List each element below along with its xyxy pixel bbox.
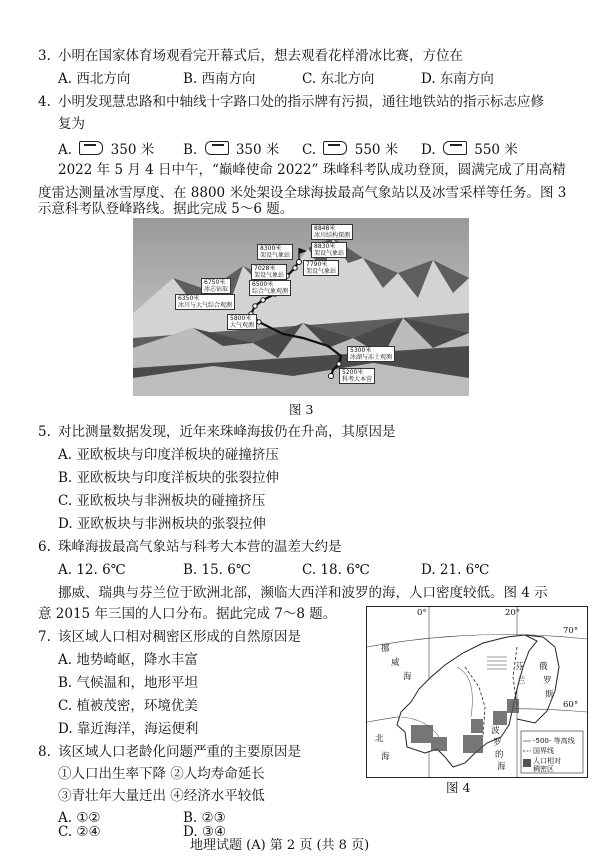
figure4-nordic-population-map: [366, 606, 588, 778]
figure3-caption: 图 3: [289, 402, 314, 417]
q7-option-b: B. 气候温和，地形平坦: [58, 675, 199, 691]
q7-number: 7.: [38, 629, 51, 645]
map-illustration: [367, 607, 587, 777]
q8-option-a: A. ①②: [58, 810, 101, 826]
country-char-3: 俄: [539, 662, 548, 672]
q8-option-b: B. ②③: [183, 810, 226, 826]
q4-option-c: [302, 141, 398, 158]
page-footer: 地理试题 (A) 第 2 页 (共 8 页): [190, 838, 370, 853]
q6-option-a: A. 12. 6℃: [58, 562, 126, 578]
label-7790: 7790米 架设气象站: [303, 260, 339, 276]
q5-number: 5.: [38, 424, 51, 440]
pointing-hand-right-icon: [323, 141, 347, 155]
label-5300: 5300米 冰湖与冻土观测: [347, 346, 395, 362]
q6-option-d: D. 21. 6℃: [421, 562, 490, 578]
sea-char-7: 罗: [493, 738, 502, 748]
pointing-hand-left-icon: [205, 141, 229, 155]
q8-number: 8.: [38, 744, 51, 760]
q6-number: 6.: [38, 539, 51, 555]
q4-option-b: [183, 141, 279, 158]
q3-number: 3.: [38, 48, 51, 64]
q3-option-c: C. 东北方向: [302, 71, 375, 87]
country-char-2: 兰: [517, 676, 526, 686]
q4-option-b-letter: B.: [183, 142, 198, 158]
passage1-line1: 2022 年 5 月 4 日中午，“巅峰使命 2022” 珠峰科考队成功登顶，圆满完成了用高精: [58, 162, 566, 178]
q4-option-a-distance: 350 米: [110, 142, 155, 158]
q8-option-c: C. ②④: [58, 824, 101, 840]
lat-60-label: 60°: [563, 700, 579, 710]
q5-option-a: A. 亚欧板块与印度洋板块的碰撞挤压: [58, 447, 279, 463]
label-8848: 8848米 冰川结构探测: [311, 224, 353, 240]
q5-stem: 对比测量数据发现，近年来珠峰海拔仍在升高，其原因是: [58, 424, 396, 440]
q5-option-c: C. 亚欧板块与非洲板块的碰撞挤压: [58, 493, 266, 509]
sea-char-4: 北: [375, 734, 384, 744]
q6-option-c: C. 18. 6℃: [302, 562, 370, 578]
sea-char-3: 海: [403, 672, 412, 682]
q4-option-d-letter: D.: [421, 142, 436, 158]
sea-char-2: 威: [391, 658, 400, 668]
label-5800: 5800米 大气观测: [227, 314, 257, 330]
label-5200: 5200米 科考大本营: [339, 368, 375, 384]
lat-70-label: 70°: [563, 626, 579, 636]
label-6350: 6350米 冰川与大气综合观测: [175, 294, 235, 310]
label-7028: 7028米 架设气象站: [251, 264, 287, 280]
sea-char-1: 挪: [381, 644, 390, 654]
country-char-4: 罗: [543, 676, 552, 686]
legend-dense: 人口相对: [533, 757, 561, 765]
q7-option-c: C. 植被茂密，环境优美: [58, 698, 198, 714]
legend-contour: -500- 等高线: [533, 737, 575, 745]
legend-dense-2: 稠密区: [533, 765, 554, 773]
q7-option-d: D. 靠近海洋，海运便利: [58, 721, 199, 737]
q4-option-b-distance: 350 米: [235, 142, 280, 158]
label-8300: 8300米 架设气象站: [257, 244, 293, 260]
q4-stem-line1: 小明发现慧忠路和中轴线十字路口处的指示牌有污损，通往地铁站的指示标志应修: [58, 94, 544, 110]
q4-option-c-distance: 550 米: [354, 142, 399, 158]
figure4-caption: 图 4: [446, 780, 471, 795]
lon-20-label: 20°: [505, 608, 521, 618]
passage1-line3: 示意科考队登峰路线。据此完成 5～6 题。: [38, 201, 294, 217]
q8-statements-1: ①人口出生率下降 ②人均寿命延长: [58, 766, 265, 782]
q4-option-d: [421, 141, 518, 158]
legend-border: 国界线: [533, 747, 554, 755]
country-char-5: 斯: [545, 690, 554, 700]
q4-option-a-letter: A.: [58, 142, 73, 158]
q4-option-c-letter: C.: [302, 142, 317, 158]
sea-char-9: 海: [497, 762, 506, 772]
q6-option-b: B. 15. 6℃: [183, 562, 251, 578]
q8-stem: 该区域人口老龄化问题严重的主要原因是: [58, 744, 301, 760]
q4-option-a: [58, 141, 154, 158]
figure3-mountain-route: [133, 218, 469, 396]
q8-option-d: D. ③④: [183, 824, 227, 840]
pointing-hand-left-icon: [443, 141, 467, 155]
passage2-line1: 挪威、瑞典与芬兰位于欧洲北部，濒临大西洋和波罗的海，人口密度较低。图 4 示: [58, 585, 548, 601]
sea-char-5: 海: [381, 752, 390, 762]
passage2-line2: 意 2015 年三国的人口分布。据此完成 7～8 题。: [38, 606, 337, 622]
q7-stem: 该区域人口相对稠密区形成的自然原因是: [58, 629, 301, 645]
q5-option-b: B. 亚欧板块与印度洋板块的张裂拉伸: [58, 470, 280, 486]
label-6500: 6500米 综合气象观测: [249, 280, 291, 296]
q3-option-a: A. 西北方向: [58, 71, 131, 87]
q4-number: 4.: [38, 94, 51, 110]
q7-option-a: A. 地势崎岖，降水丰富: [58, 652, 198, 668]
sea-char-6: 波: [491, 726, 500, 736]
q3-stem: 小明在国家体育场观看完开幕式后，想去观看花样滑冰比赛，方位在: [58, 48, 463, 64]
label-8830: 8830米 架设气象站: [311, 242, 347, 258]
pointing-hand-right-icon: [79, 141, 103, 155]
q6-stem: 珠峰海拔最高气象站与科考大本营的温差大约是: [58, 539, 342, 555]
q8-statements-2: ③青壮年大量迁出 ④经济水平较低: [58, 788, 265, 804]
q3-option-b: B. 西南方向: [183, 71, 256, 87]
lon-0-label: 0°: [417, 608, 427, 618]
q5-option-d: D. 亚欧板块与非洲板块的张裂拉伸: [58, 516, 266, 532]
q4-stem-line2: 复为: [58, 116, 85, 132]
q3-option-d: D. 东南方向: [421, 71, 494, 87]
sea-char-8: 的: [495, 750, 504, 760]
label-6750: 6750米 冰芯钻取: [201, 278, 231, 294]
country-char-1: 芬: [515, 662, 524, 672]
q4-option-d-distance: 550 米: [474, 142, 518, 158]
passage1-line2: 度雷达测量冰雪厚度、在 8800 米处架设全球海拔最高气象站以及冰雪采样等任务。图 3: [38, 185, 567, 201]
